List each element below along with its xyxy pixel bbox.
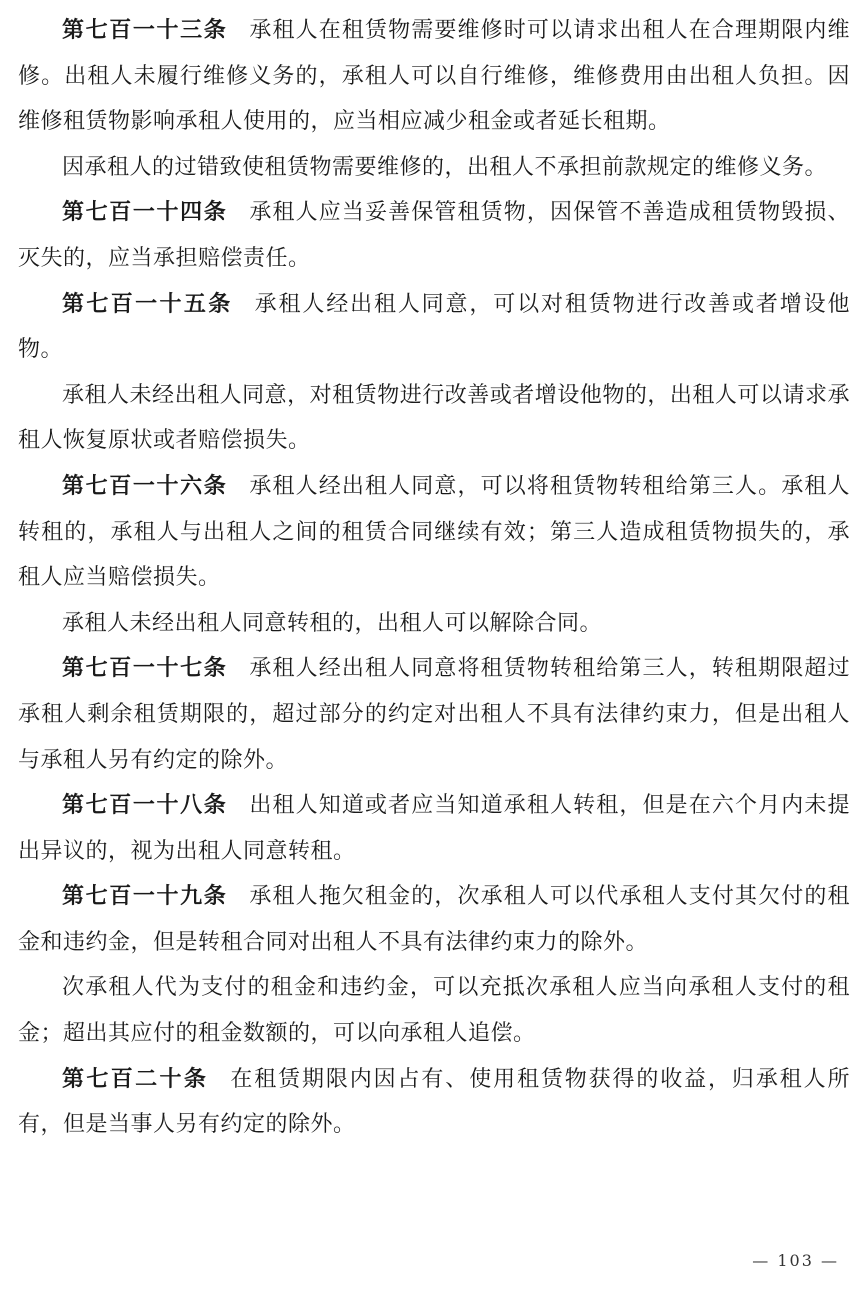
- paragraph-715-2: [18, 373, 850, 464]
- paragraph-716-2: [18, 601, 850, 647]
- article-text: 因承租人的过错致使租赁物需要维修的，出租人不承担前款规定的维修义务。: [62, 154, 828, 180]
- article-text: 承租人经出租人同意，可以对租赁物进行改善或者增设他物。: [18, 291, 850, 363]
- article-number: 第七百一十五条: [62, 291, 233, 317]
- paragraph-717: [18, 646, 850, 783]
- article-text: 承租人经出租人同意将租赁物转租给第三人，转租期限超过承租人剩余租赁期限的，超过部分的约定对出租人不具有法律约束力，但是出租人与承租人另有约定的除外。: [18, 656, 850, 773]
- paragraph-719-2: [18, 965, 850, 1056]
- article-number: 第七百一十九条: [62, 884, 228, 910]
- paragraph-713: [18, 8, 850, 145]
- article-number: 第七百一十七条: [62, 656, 228, 682]
- paragraph-715: [18, 282, 850, 373]
- article-number: 第七百一十四条: [62, 200, 228, 226]
- article-text: 承租人经出租人同意，可以将租赁物转租给第三人。承租人转租的，承租人与出租人之间的租赁合同继续有效；第三人造成租赁物损失的，承租人应当赔偿损失。: [18, 473, 850, 591]
- article-number: 第七百一十六条: [62, 473, 228, 499]
- article-number: 第七百二十条: [62, 1066, 209, 1092]
- document-page: [18, 8, 850, 1148]
- paragraph-713-2: [18, 145, 850, 191]
- article-number: 第七百一十三条: [62, 18, 228, 43]
- article-text: 承租人拖欠租金的，次承租人可以代承租人支付其欠付的租金和违约金，但是转租合同对出租人不具有法律约束力的除外。: [18, 884, 850, 955]
- paragraph-716: [18, 464, 850, 601]
- article-number: 第七百一十八条: [62, 793, 228, 819]
- article-text: 承租人在租赁物需要维修时可以请求出租人在合理期限内维修。出租人未履行维修义务的，承租人可以自行维修，维修费用由出租人负担。因维修租赁物影响承租人使用的，应当相应减少租金或者延长租期。: [18, 18, 850, 135]
- article-text: 出租人知道或者应当知道承租人转租，但是在六个月内未提出异议的，视为出租人同意转租。: [18, 793, 850, 864]
- paragraph-714: [18, 190, 850, 281]
- article-text: 承租人未经出租人同意转租的，出租人可以解除合同。: [62, 610, 603, 636]
- paragraph-718: [18, 783, 850, 874]
- page-number: — 103 —: [752, 1251, 839, 1270]
- paragraph-719: [18, 874, 850, 965]
- paragraph-720: [18, 1057, 850, 1148]
- article-text: 在租赁期限内因占有、使用租赁物获得的收益，归承租人所有，但是当事人另有约定的除外。: [18, 1066, 850, 1138]
- article-text: 承租人未经出租人同意，对租赁物进行改善或者增设他物的，出租人可以请求承租人恢复原状或者赔偿损失。: [18, 382, 850, 454]
- article-text: 次承租人代为支付的租金和违约金，可以充抵次承租人应当向承租人支付的租金；超出其应付的租金数额的，可以向承租人追偿。: [18, 975, 850, 1047]
- article-text: 承租人应当妥善保管租赁物，因保管不善造成租赁物毁损、灭失的，应当承担赔偿责任。: [18, 200, 850, 271]
